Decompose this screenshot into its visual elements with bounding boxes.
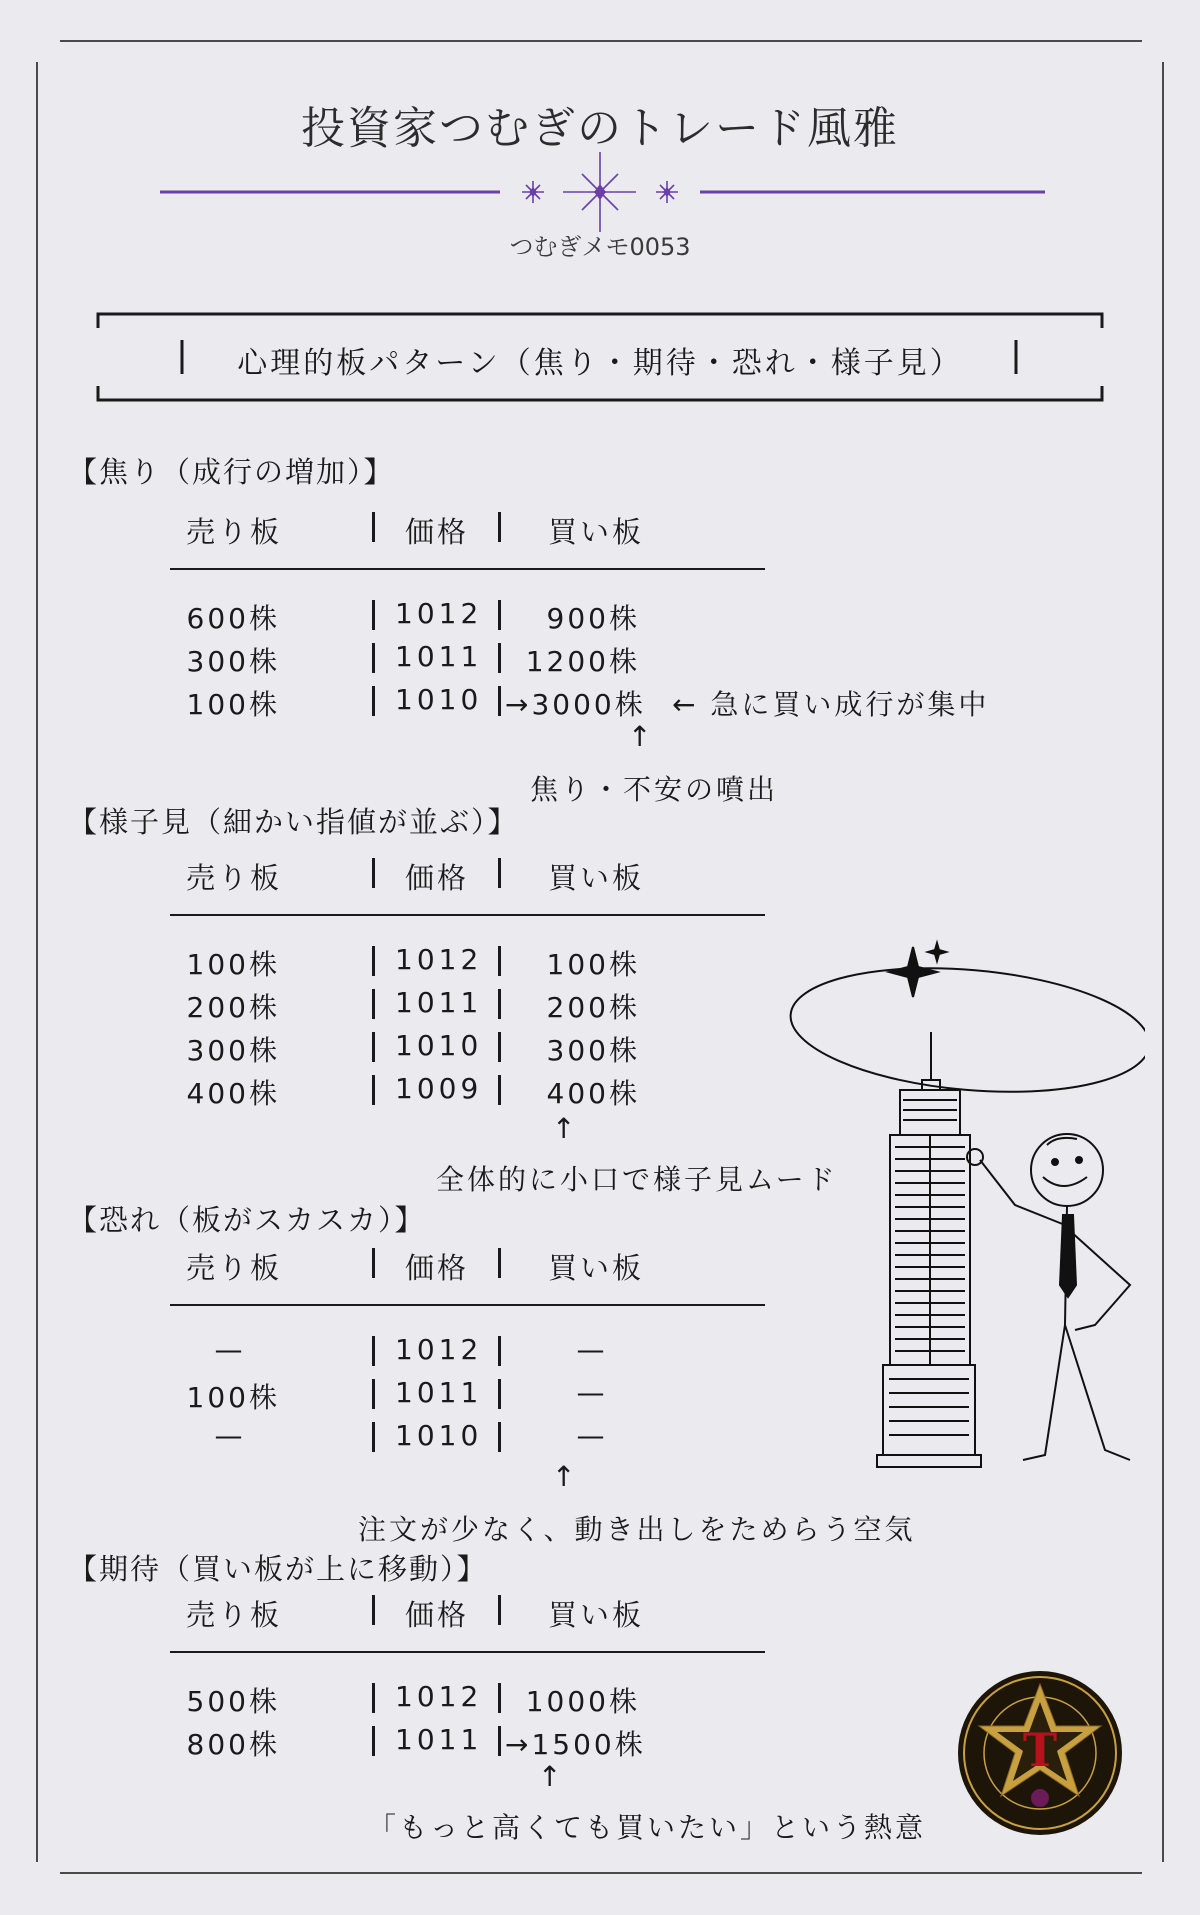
table-cell-buy: 100株	[546, 948, 640, 981]
emblem-logo	[955, 1668, 1125, 1838]
table-cell-sell: 500株	[186, 1685, 280, 1718]
col-divider	[372, 1422, 375, 1452]
col-divider	[372, 600, 375, 630]
col-divider	[498, 1379, 501, 1409]
table-cell-sell: —	[214, 1419, 246, 1452]
table-cell-price: 1012	[395, 1333, 483, 1366]
table-separator	[170, 1304, 765, 1306]
col-header-buy: 買い板	[548, 861, 645, 895]
col-divider	[498, 1726, 501, 1756]
col-divider	[498, 858, 501, 888]
table-cell-sell: 100株	[186, 688, 280, 721]
table-cell-buy: —	[576, 1333, 608, 1366]
section-caption: 「もっと高くても買いたい」という熱意	[368, 1811, 927, 1844]
table-cell-price: 1010	[395, 1419, 483, 1452]
col-divider	[372, 643, 375, 673]
col-divider	[498, 686, 501, 716]
col-header-price: 価格	[405, 515, 470, 549]
table-cell-buy: 1200株	[525, 645, 640, 678]
table-separator	[170, 914, 765, 916]
table-cell-sell: 100株	[186, 1381, 280, 1414]
col-divider	[498, 1032, 501, 1062]
table-cell-buy: 200株	[546, 991, 640, 1024]
table-cell-sell: 100株	[186, 948, 280, 981]
table-cell-price: 1010	[395, 1029, 483, 1062]
emblem-letter: T	[1022, 1723, 1058, 1777]
table-cell-sell: 400株	[186, 1077, 280, 1110]
bottom-rule	[60, 1872, 1142, 1874]
col-header-price: 価格	[405, 861, 470, 895]
col-divider	[498, 1422, 501, 1452]
col-divider	[372, 1336, 375, 1366]
table-cell-price: 1011	[395, 986, 483, 1019]
col-divider	[372, 858, 375, 888]
table-separator	[170, 568, 765, 570]
table-cell-price: 1009	[395, 1072, 483, 1105]
col-divider	[372, 989, 375, 1019]
col-header-buy: 買い板	[548, 1598, 645, 1632]
section-caption: 焦り・不安の噴出	[530, 773, 779, 806]
col-divider	[498, 1595, 501, 1625]
table-separator	[170, 1651, 765, 1653]
skyscraper-illustration	[785, 935, 1145, 1480]
section-title-wait-and-see: 【様子見（細かい指値が並ぶ）】	[68, 805, 519, 839]
col-header-buy: 買い板	[548, 1251, 645, 1285]
table-cell-sell: 300株	[186, 1034, 280, 1067]
col-header-price: 価格	[405, 1251, 470, 1285]
col-header-price: 価格	[405, 1598, 470, 1632]
section-title-impatience: 【焦り（成行の増加）】	[68, 455, 395, 489]
table-cell-buy: 300株	[546, 1034, 640, 1067]
col-divider	[372, 1726, 375, 1756]
right-rule	[1162, 62, 1164, 1862]
up-arrow: ↑	[552, 1112, 576, 1145]
table-cell-sell: 800株	[186, 1728, 280, 1761]
table-cell-price: 1011	[395, 1376, 483, 1409]
page-title: 投資家つむぎのトレード風雅	[301, 103, 899, 154]
table-cell-buy: 900株	[546, 602, 640, 635]
table-cell-buy: →3000株	[505, 688, 646, 721]
col-divider	[372, 1248, 375, 1278]
col-header-sell: 売り板	[186, 861, 283, 895]
section-title-fear: 【恐れ（板がスカスカ）】	[68, 1203, 426, 1237]
col-divider	[372, 946, 375, 976]
col-divider	[498, 600, 501, 630]
memo-number: つむぎメモ0053	[509, 233, 691, 261]
col-divider	[372, 512, 375, 542]
table-cell-buy: 1000株	[525, 1685, 640, 1718]
table-cell-buy: —	[576, 1419, 608, 1452]
col-header-sell: 売り板	[186, 1598, 283, 1632]
table-cell-price: 1011	[395, 640, 483, 673]
table-cell-sell: 600株	[186, 602, 280, 635]
table-cell-price: 1012	[395, 597, 483, 630]
table-cell-sell: 200株	[186, 991, 280, 1024]
col-divider	[498, 989, 501, 1019]
table-cell-price: 1011	[395, 1723, 483, 1756]
col-divider	[498, 512, 501, 542]
col-divider	[498, 1683, 501, 1713]
col-divider	[372, 1595, 375, 1625]
side-note: ← 急に買い成行が集中	[672, 688, 990, 721]
col-divider	[372, 1379, 375, 1409]
table-cell-price: 1012	[395, 943, 483, 976]
col-divider	[498, 1248, 501, 1278]
section-caption: 全体的に小口で様子見ムード	[436, 1163, 838, 1196]
table-cell-sell: 300株	[186, 645, 280, 678]
col-divider	[372, 1683, 375, 1713]
table-cell-price: 1012	[395, 1680, 483, 1713]
col-divider	[498, 946, 501, 976]
col-header-buy: 買い板	[548, 515, 645, 549]
table-cell-buy: →1500株	[505, 1728, 646, 1761]
section-heading: 心理的板パターン（焦り・期待・恐れ・様子見）	[237, 346, 963, 381]
col-divider	[372, 686, 375, 716]
col-divider	[498, 1336, 501, 1366]
top-rule	[60, 40, 1142, 42]
col-header-sell: 売り板	[186, 1251, 283, 1285]
table-cell-sell: —	[214, 1333, 246, 1366]
up-arrow: ↑	[628, 720, 652, 753]
table-cell-price: 1010	[395, 683, 483, 716]
table-cell-buy: 400株	[546, 1077, 640, 1110]
up-arrow: ↑	[538, 1760, 562, 1793]
left-rule	[36, 62, 38, 1862]
col-header-sell: 売り板	[186, 515, 283, 549]
up-arrow: ↑	[552, 1460, 576, 1493]
section-caption: 注文が少なく、動き出しをためらう空気	[358, 1513, 916, 1546]
col-divider	[372, 1032, 375, 1062]
table-cell-buy: —	[576, 1376, 608, 1409]
col-divider	[372, 1075, 375, 1105]
col-divider	[498, 1075, 501, 1105]
col-divider	[498, 643, 501, 673]
section-title-expectation: 【期待（買い板が上に移動）】	[68, 1552, 488, 1586]
